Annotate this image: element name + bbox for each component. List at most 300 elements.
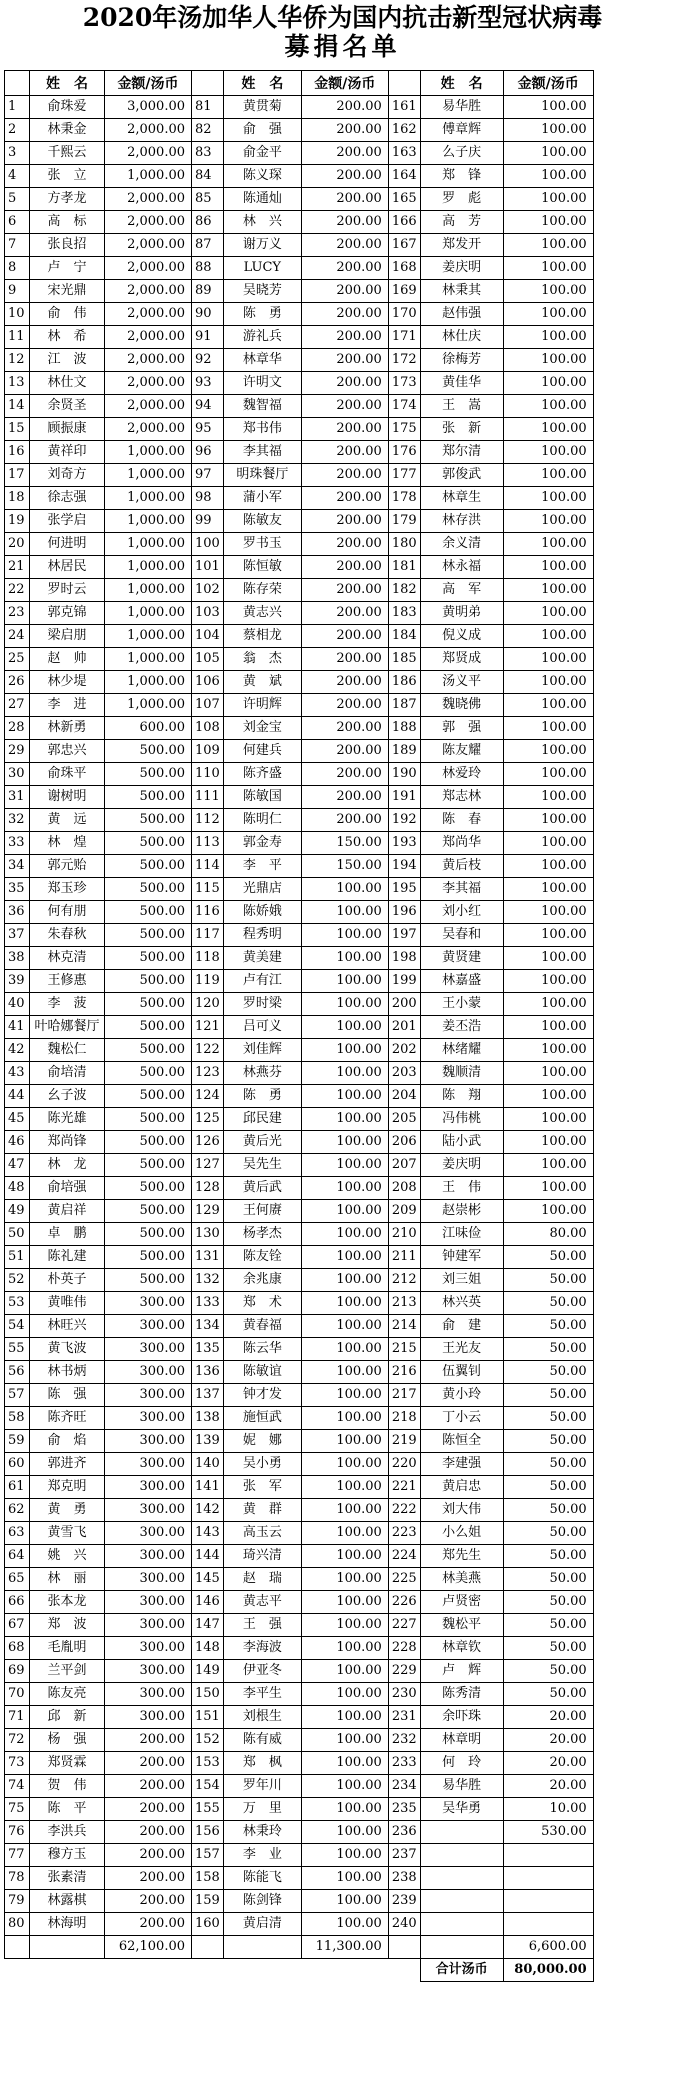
row-number: 212 <box>388 1269 420 1292</box>
row-number: 207 <box>388 1154 420 1177</box>
donor-name: 姜庆明 <box>420 257 503 280</box>
donor-amount: 100.00 <box>503 188 593 211</box>
table-row <box>5 1729 594 1752</box>
donor-name: 倪义成 <box>420 625 503 648</box>
table-row <box>5 1844 594 1867</box>
donor-amount: 1,000.00 <box>105 441 192 464</box>
donor-name: 陈 平 <box>30 1798 105 1821</box>
row-number: 7 <box>5 234 30 257</box>
donor-name: 穆方玉 <box>30 1844 105 1867</box>
donor-amount: 150.00 <box>301 855 388 878</box>
row-number: 239 <box>388 1890 420 1913</box>
donor-name: 郑 波 <box>30 1614 105 1637</box>
donor-name: 陈 强 <box>30 1384 105 1407</box>
donor-amount: 500.00 <box>105 786 192 809</box>
donor-amount: 200.00 <box>301 142 388 165</box>
row-number: 176 <box>388 441 420 464</box>
row-number: 63 <box>5 1522 30 1545</box>
donor-amount: 300.00 <box>105 1476 192 1499</box>
row-number: 90 <box>192 303 224 326</box>
row-number: 199 <box>388 970 420 993</box>
row-number: 40 <box>5 993 30 1016</box>
donor-amount: 200.00 <box>301 648 388 671</box>
donor-amount: 50.00 <box>503 1292 593 1315</box>
number-header <box>192 71 224 96</box>
row-number: 195 <box>388 878 420 901</box>
donor-name: 李建强 <box>420 1453 503 1476</box>
row-number: 20 <box>5 533 30 556</box>
row-number: 25 <box>5 648 30 671</box>
row-number: 58 <box>5 1407 30 1430</box>
donor-amount: 2,000.00 <box>105 326 192 349</box>
row-number: 217 <box>388 1384 420 1407</box>
row-number: 175 <box>388 418 420 441</box>
row-number: 208 <box>388 1177 420 1200</box>
table-row <box>5 1131 594 1154</box>
donor-name: 黄启清 <box>223 1913 301 1936</box>
donor-amount: 2,000.00 <box>105 372 192 395</box>
row-number: 118 <box>192 947 224 970</box>
row-number: 134 <box>192 1315 224 1338</box>
donor-name: 郑先生 <box>420 1545 503 1568</box>
donor-amount: 100.00 <box>503 993 593 1016</box>
table-row <box>5 855 594 878</box>
row-number: 147 <box>192 1614 224 1637</box>
table-row <box>5 1683 594 1706</box>
donor-amount: 200.00 <box>301 556 388 579</box>
donor-amount <box>503 1867 593 1890</box>
donor-name: 余贤圣 <box>30 395 105 418</box>
donor-name: 林秉金 <box>30 119 105 142</box>
donor-name: 林仕庆 <box>420 326 503 349</box>
row-number: 159 <box>192 1890 224 1913</box>
blank-cell <box>223 1936 301 1959</box>
donor-name: 易华胜 <box>420 1775 503 1798</box>
donor-name: 陈敏友 <box>223 510 301 533</box>
donor-name: 余义清 <box>420 533 503 556</box>
donor-name: 万 里 <box>223 1798 301 1821</box>
donor-amount: 300.00 <box>105 1453 192 1476</box>
donor-amount: 500.00 <box>105 809 192 832</box>
row-number: 121 <box>192 1016 224 1039</box>
donor-amount: 100.00 <box>301 1131 388 1154</box>
donor-name: 林居民 <box>30 556 105 579</box>
donor-name: 俞 焰 <box>30 1430 105 1453</box>
donor-amount: 50.00 <box>503 1637 593 1660</box>
blank-cell <box>5 1936 30 1959</box>
table-row <box>5 1453 594 1476</box>
donor-name: 王何赓 <box>223 1200 301 1223</box>
donor-amount: 50.00 <box>503 1522 593 1545</box>
donor-amount: 100.00 <box>503 625 593 648</box>
row-number: 223 <box>388 1522 420 1545</box>
row-number: 26 <box>5 671 30 694</box>
table-row <box>5 1706 594 1729</box>
donor-name: 张学启 <box>30 510 105 533</box>
row-number: 173 <box>388 372 420 395</box>
donor-amount <box>503 1890 593 1913</box>
table-row <box>5 1292 594 1315</box>
donor-name: 朱春秋 <box>30 924 105 947</box>
row-number: 235 <box>388 1798 420 1821</box>
donor-name: 姚 兴 <box>30 1545 105 1568</box>
donor-amount: 200.00 <box>301 418 388 441</box>
donor-amount: 1,000.00 <box>105 671 192 694</box>
donor-name: 刘奇方 <box>30 464 105 487</box>
donor-amount: 50.00 <box>503 1269 593 1292</box>
table-row <box>5 349 594 372</box>
table-row <box>5 1637 594 1660</box>
donor-amount: 100.00 <box>301 1890 388 1913</box>
row-number: 67 <box>5 1614 30 1637</box>
row-number: 133 <box>192 1292 224 1315</box>
table-row <box>5 234 594 257</box>
donor-name: 妮 娜 <box>223 1430 301 1453</box>
row-number: 194 <box>388 855 420 878</box>
donor-amount: 100.00 <box>503 832 593 855</box>
donor-name: 陈 春 <box>420 809 503 832</box>
donor-amount: 100.00 <box>301 1614 388 1637</box>
donor-amount: 500.00 <box>105 855 192 878</box>
table-row <box>5 1660 594 1683</box>
row-number: 81 <box>192 96 224 119</box>
donor-name: 林美燕 <box>420 1568 503 1591</box>
row-number: 35 <box>5 878 30 901</box>
row-number: 178 <box>388 487 420 510</box>
donor-name: 黄志平 <box>223 1591 301 1614</box>
table-row <box>5 970 594 993</box>
row-number: 129 <box>192 1200 224 1223</box>
donor-amount: 200.00 <box>301 280 388 303</box>
donor-amount: 100.00 <box>503 809 593 832</box>
table-row <box>5 142 594 165</box>
donor-amount: 100.00 <box>503 1108 593 1131</box>
row-number: 177 <box>388 464 420 487</box>
donor-amount: 100.00 <box>301 1867 388 1890</box>
table-row <box>5 648 594 671</box>
donor-name: 黄 远 <box>30 809 105 832</box>
donor-amount: 200.00 <box>301 671 388 694</box>
donor-name: 林秉玲 <box>223 1821 301 1844</box>
row-number: 87 <box>192 234 224 257</box>
row-number: 169 <box>388 280 420 303</box>
row-number: 125 <box>192 1108 224 1131</box>
table-row <box>5 1154 594 1177</box>
table-row <box>5 1913 594 1936</box>
donor-name: 李洪兵 <box>30 1821 105 1844</box>
donor-amount: 50.00 <box>503 1315 593 1338</box>
donor-amount: 2,000.00 <box>105 349 192 372</box>
row-number: 165 <box>388 188 420 211</box>
table-row <box>5 993 594 1016</box>
row-number: 123 <box>192 1062 224 1085</box>
table-row <box>5 671 594 694</box>
donor-amount: 300.00 <box>105 1706 192 1729</box>
donor-amount: 2,000.00 <box>105 188 192 211</box>
donor-amount: 200.00 <box>301 441 388 464</box>
amount-header: 金额/汤币 <box>503 71 593 96</box>
donor-amount: 200.00 <box>301 763 388 786</box>
row-number: 61 <box>5 1476 30 1499</box>
table-row <box>5 1200 594 1223</box>
donor-name: 琦兴清 <box>223 1545 301 1568</box>
donor-name: 何 玲 <box>420 1752 503 1775</box>
donor-amount: 100.00 <box>503 326 593 349</box>
donor-name: 黄小玲 <box>420 1384 503 1407</box>
row-number: 2 <box>5 119 30 142</box>
donor-amount: 100.00 <box>503 947 593 970</box>
table-row <box>5 96 594 119</box>
donor-amount: 200.00 <box>301 625 388 648</box>
donor-name: 卢有江 <box>223 970 301 993</box>
donor-name: 陈明仁 <box>223 809 301 832</box>
donor-name: 张 新 <box>420 418 503 441</box>
table-row <box>5 1407 594 1430</box>
donor-name: 陈友亮 <box>30 1683 105 1706</box>
row-number: 12 <box>5 349 30 372</box>
donor-amount: 100.00 <box>301 1407 388 1430</box>
donor-amount: 20.00 <box>503 1752 593 1775</box>
donor-name: 王 强 <box>223 1614 301 1637</box>
row-number: 145 <box>192 1568 224 1591</box>
row-number: 213 <box>388 1292 420 1315</box>
donor-name: 罗年川 <box>223 1775 301 1798</box>
row-number: 19 <box>5 510 30 533</box>
table-row <box>5 1499 594 1522</box>
donor-name: 黄春福 <box>223 1315 301 1338</box>
row-number: 109 <box>192 740 224 763</box>
donor-name: 郭金寿 <box>223 832 301 855</box>
table-row <box>5 786 594 809</box>
donor-name: 翁 杰 <box>223 648 301 671</box>
donor-amount: 1,000.00 <box>105 579 192 602</box>
donor-name: 宋光鼎 <box>30 280 105 303</box>
donor-amount: 100.00 <box>301 1913 388 1936</box>
donor-amount: 100.00 <box>301 970 388 993</box>
row-number: 137 <box>192 1384 224 1407</box>
donor-name: 黄启祥 <box>30 1200 105 1223</box>
table-row <box>5 441 594 464</box>
table-row <box>5 740 594 763</box>
row-number: 54 <box>5 1315 30 1338</box>
donor-amount: 2,000.00 <box>105 234 192 257</box>
donor-amount: 100.00 <box>503 1131 593 1154</box>
donor-name: 李 业 <box>223 1844 301 1867</box>
row-number: 144 <box>192 1545 224 1568</box>
donor-name: 罗时云 <box>30 579 105 602</box>
donor-amount: 200.00 <box>301 786 388 809</box>
row-number: 100 <box>192 533 224 556</box>
donor-name: 卢 宁 <box>30 257 105 280</box>
donor-amount: 100.00 <box>301 1292 388 1315</box>
donor-name: 陈 勇 <box>223 303 301 326</box>
row-number: 153 <box>192 1752 224 1775</box>
donor-amount: 50.00 <box>503 1591 593 1614</box>
donor-name: 黄 斌 <box>223 671 301 694</box>
row-number: 219 <box>388 1430 420 1453</box>
donor-name <box>420 1890 503 1913</box>
donor-name: 卢贤密 <box>420 1591 503 1614</box>
row-number: 151 <box>192 1706 224 1729</box>
row-number: 227 <box>388 1614 420 1637</box>
title-line-1: 2020年汤加华人华侨为国内抗击新型冠状病毒 <box>82 3 603 32</box>
donor-name: 俞 强 <box>223 119 301 142</box>
donor-amount: 50.00 <box>503 1545 593 1568</box>
donor-amount: 100.00 <box>503 441 593 464</box>
donor-amount: 500.00 <box>105 924 192 947</box>
donor-name: 林兴英 <box>420 1292 503 1315</box>
donor-amount: 300.00 <box>105 1591 192 1614</box>
table-header-row <box>5 71 594 96</box>
subtotal-column-3: 6,600.00 <box>503 1936 593 1959</box>
donor-amount: 50.00 <box>503 1384 593 1407</box>
donor-name: 卓 鹏 <box>30 1223 105 1246</box>
grand-total-row <box>5 1959 594 1982</box>
donor-amount: 100.00 <box>503 648 593 671</box>
donor-name: 黄贤建 <box>420 947 503 970</box>
donor-name: 陈存荣 <box>223 579 301 602</box>
donor-amount: 200.00 <box>301 510 388 533</box>
donor-amount: 50.00 <box>503 1683 593 1706</box>
donor-amount: 150.00 <box>301 832 388 855</box>
donor-name: 刘大伟 <box>420 1499 503 1522</box>
row-number: 150 <box>192 1683 224 1706</box>
table-row <box>5 832 594 855</box>
row-number: 188 <box>388 717 420 740</box>
row-number: 183 <box>388 602 420 625</box>
row-number: 92 <box>192 349 224 372</box>
row-number: 30 <box>5 763 30 786</box>
donor-amount: 100.00 <box>301 1752 388 1775</box>
donor-name: 俞珠爱 <box>30 96 105 119</box>
donor-name: 陈友耀 <box>420 740 503 763</box>
donor-amount: 100.00 <box>301 1223 388 1246</box>
table-row <box>5 625 594 648</box>
row-number: 126 <box>192 1131 224 1154</box>
donor-name: 赵崇彬 <box>420 1200 503 1223</box>
row-number: 124 <box>192 1085 224 1108</box>
row-number: 218 <box>388 1407 420 1430</box>
donor-name: 郑玉珍 <box>30 878 105 901</box>
table-row <box>5 1384 594 1407</box>
row-number: 232 <box>388 1729 420 1752</box>
donor-amount <box>503 1844 593 1867</box>
donor-amount: 200.00 <box>301 395 388 418</box>
row-number: 1 <box>5 96 30 119</box>
name-header: 姓 名 <box>420 71 503 96</box>
donor-name: 谢万义 <box>223 234 301 257</box>
donor-name: 林露棋 <box>30 1890 105 1913</box>
donor-name: 郑 锋 <box>420 165 503 188</box>
row-number: 38 <box>5 947 30 970</box>
donor-name: 杨孝杰 <box>223 1223 301 1246</box>
row-number: 31 <box>5 786 30 809</box>
row-number: 33 <box>5 832 30 855</box>
name-header: 姓 名 <box>30 71 105 96</box>
row-number: 18 <box>5 487 30 510</box>
row-number: 200 <box>388 993 420 1016</box>
row-number: 56 <box>5 1361 30 1384</box>
table-row <box>5 1752 594 1775</box>
row-number: 226 <box>388 1591 420 1614</box>
row-number: 193 <box>388 832 420 855</box>
row-number: 132 <box>192 1269 224 1292</box>
donor-amount: 200.00 <box>301 257 388 280</box>
row-number: 16 <box>5 441 30 464</box>
donor-name: 余兆康 <box>223 1269 301 1292</box>
donor-name: 郑尚华 <box>420 832 503 855</box>
row-number: 75 <box>5 1798 30 1821</box>
row-number: 84 <box>192 165 224 188</box>
donor-name: 林燕芬 <box>223 1062 301 1085</box>
donor-amount: 100.00 <box>301 1798 388 1821</box>
row-number: 184 <box>388 625 420 648</box>
row-number: 65 <box>5 1568 30 1591</box>
donor-name: 李平生 <box>223 1683 301 1706</box>
donor-amount: 200.00 <box>301 96 388 119</box>
donor-amount: 100.00 <box>301 1430 388 1453</box>
row-number: 5 <box>5 188 30 211</box>
donor-name: 黄后武 <box>223 1177 301 1200</box>
donor-amount: 1,000.00 <box>105 510 192 533</box>
donor-amount: 500.00 <box>105 832 192 855</box>
donor-name: 王 嵩 <box>420 395 503 418</box>
donor-amount: 100.00 <box>503 579 593 602</box>
row-number: 154 <box>192 1775 224 1798</box>
donor-amount: 200.00 <box>301 602 388 625</box>
row-number: 53 <box>5 1292 30 1315</box>
donor-amount: 100.00 <box>503 257 593 280</box>
donor-name: 傅章辉 <box>420 119 503 142</box>
donor-amount: 200.00 <box>301 119 388 142</box>
donor-amount: 300.00 <box>105 1407 192 1430</box>
donor-name: 魏顺清 <box>420 1062 503 1085</box>
donor-name: 赵 瑞 <box>223 1568 301 1591</box>
donor-amount: 2,000.00 <box>105 395 192 418</box>
row-number: 70 <box>5 1683 30 1706</box>
donor-name: 张良招 <box>30 234 105 257</box>
donor-name: 林海明 <box>30 1913 105 1936</box>
row-number: 160 <box>192 1913 224 1936</box>
donor-name: 郭元贻 <box>30 855 105 878</box>
table-row <box>5 1522 594 1545</box>
donor-name: 谢树明 <box>30 786 105 809</box>
donor-name: 刘三姐 <box>420 1269 503 1292</box>
donor-amount: 600.00 <box>105 717 192 740</box>
row-number: 179 <box>388 510 420 533</box>
donor-amount: 100.00 <box>301 1016 388 1039</box>
donor-name: 郑 枫 <box>223 1752 301 1775</box>
donor-name: 明珠餐厅 <box>223 464 301 487</box>
donor-amount: 100.00 <box>503 556 593 579</box>
row-number: 85 <box>192 188 224 211</box>
donor-name: 吴先生 <box>223 1154 301 1177</box>
donor-amount: 300.00 <box>105 1522 192 1545</box>
donor-amount: 100.00 <box>301 993 388 1016</box>
donor-amount: 100.00 <box>503 510 593 533</box>
donor-amount: 100.00 <box>503 234 593 257</box>
donor-name: 兰平剑 <box>30 1660 105 1683</box>
donor-name: 丁小云 <box>420 1407 503 1430</box>
donor-amount: 50.00 <box>503 1407 593 1430</box>
donor-amount: 50.00 <box>503 1453 593 1476</box>
table-row <box>5 326 594 349</box>
donor-name: 魏松仁 <box>30 1039 105 1062</box>
row-number: 120 <box>192 993 224 1016</box>
donor-name: 郭 强 <box>420 717 503 740</box>
donor-name: 吴华勇 <box>420 1798 503 1821</box>
donor-amount: 200.00 <box>301 717 388 740</box>
